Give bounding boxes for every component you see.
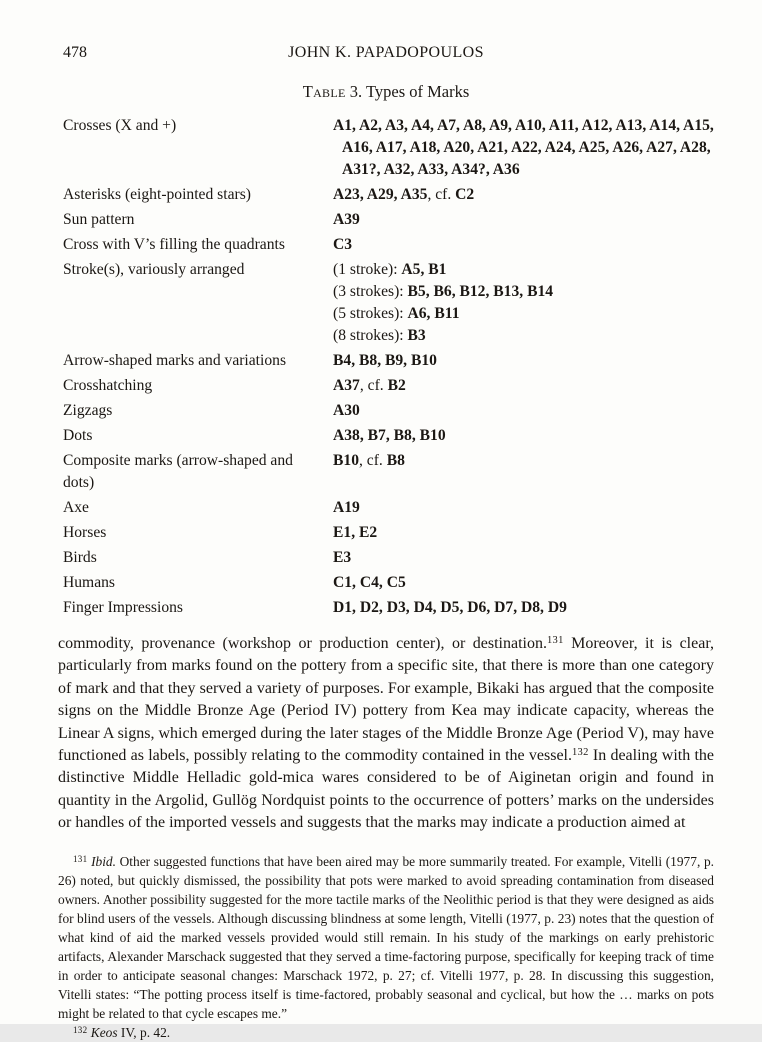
row-value-segment: A30 [333,402,360,419]
row-value-segment: C2 [455,186,475,203]
footnotes [58,852,714,1042]
row-label: Arrow-shaped marks and variations [63,352,287,369]
body-paragraph: commodity, provenance (workshop or production center), or destination.$^{131}$ Moreover, it is clear, particularly from marks found on the pottery from a specific site, that there is more than one category of mark and that they served a variety of purposes. For example, Bikaki has argued that the composite signs on the Middle Bronze Age (Period IV) pottery from Kea may indicate capacity, whereas the Linear A signs, which emerged during the later stages of the Middle Bronze Age (Period V), may have functioned as labels, possibly relating to the commodity contained in the vessel.$^{132}$ In dealing with the distinctive Middle Helladic gold-mica wares considered to be of Aiginetan origin and found in quantity in the Argolid, Gullög Nordquist points to the occurrence of potters’ marks on the undersides or handles of the imported vessels and suggests that the marks may indicate a production aimed at [58,635,715,832]
table-row [63,375,714,397]
footnote-segment: Keos [90,1024,118,1040]
row-label: Crosses (X and +) [63,117,177,134]
row-label: Birds [63,549,97,566]
row-label: Composite marks (arrow-shaped and dots) [63,452,293,491]
table-row [63,209,714,231]
row-label: Humans [63,574,115,591]
row-value-segment: B5, B6, B12, B13, B14 [407,283,554,300]
table-row [63,234,714,256]
page-header [58,44,714,66]
row-value [333,184,714,206]
row-value-segment: A31?, A32, A33, A34?, A36 [342,161,520,178]
footnote-segment: IV, p. 42. [117,1024,171,1040]
table-title-rest: 3. Types of Marks [345,82,470,101]
footnote-number: 131 [73,853,88,864]
footnote-segment: Ibid. [91,853,116,869]
table-row [63,450,714,494]
table-title-label: Table [302,82,346,101]
row-value [333,522,714,544]
row-value-line [333,303,714,325]
row-label: Zigzags [63,402,113,419]
row-value-segment: , cf. [427,186,456,203]
row-label: Crosshatching [63,377,153,394]
row-value-line [333,209,714,231]
footnote-reference: 131 [546,635,564,646]
row-value-line [333,259,714,281]
row-value-line [333,159,714,181]
row-value-line [333,425,714,447]
row-value [333,425,714,447]
row-label: Finger Impressions [63,599,183,616]
row-value-segment: A37 [333,377,360,394]
row-value-segment: (5 strokes): [333,305,408,322]
row-value [333,547,714,569]
row-label: Dots [63,427,93,444]
table-title [58,82,714,102]
row-label: Stroke(s), variously arranged [63,261,245,278]
row-value-segment: A39 [333,211,360,228]
row-value-line [333,137,714,159]
row-value-line [333,350,714,372]
table-row [63,115,714,181]
row-value-line [333,184,714,206]
row-value-segment: A38, B7, B8, B10 [333,427,446,444]
footnote-segment: Other suggested functions that have been aired may be more summarily treated. For example, Vitelli (1977, p. 26) noted, but quickly dismissed, the possibility that pots were marked to avoid spreading contamination from diseased owners. Another possibility suggested for the more tactile marks of the Neolithic period is that they were designed as aids for blind users of the vessels. Although discussing blindness at some length, Vitelli (1977, p. 23) notes that the question of what kind of aid the marked vessels provided would still remain. In his study of the markings on early prehistoric artifacts, Alexander Marschack suggested that they served a time-factoring purpose, specifically for keeping track of time in order to anticipate seasonal changes: Marschack 1972, p. 27; cf. Vitelli 1977, p. 28. In discussing this suggestion, Vitelli states: “The potting process itself is time-factored, probably seasonal and cyclical, but how the … marks on pots might be related to that cycle escapes me.” [58,853,714,1021]
row-value-line [333,597,714,619]
table-row [63,572,714,594]
row-value [333,115,714,181]
table-row [63,425,714,447]
row-value-segment: B2 [387,377,406,394]
row-value [333,400,714,422]
row-value-segment: A23, A29, A35 [333,186,428,203]
row-label: Asterisks (eight-pointed stars) [63,186,251,203]
table-row [63,497,714,519]
row-value-segment: A5, B1 [401,261,447,278]
running-head: JOHN K. PAPADOPOULOS [288,44,484,61]
row-value-line [333,400,714,422]
table-row [63,400,714,422]
table-row [63,547,714,569]
row-value [333,209,714,231]
row-value-line [333,281,714,303]
row-value [333,497,714,519]
footnote-reference: 132 [572,747,589,759]
row-value [333,375,714,397]
row-value [333,597,714,619]
row-value [333,450,714,494]
row-value [333,234,714,256]
page-number: 478 [63,44,87,61]
table-row [63,597,714,619]
row-value-line [333,375,714,397]
row-label: Horses [63,524,107,541]
row-value [333,350,714,372]
row-value-segment: , cf. [359,452,387,469]
row-value-line [333,522,714,544]
row-value-segment: C3 [333,236,353,253]
row-value-segment: (3 strokes): [333,283,408,300]
row-value-segment: C1, C4, C5 [333,574,406,591]
row-value-segment: (1 stroke): [333,261,402,278]
row-label: Sun pattern [63,211,135,228]
row-label: Axe [63,499,89,516]
row-label: Cross with V’s filling the quadrants [63,236,285,253]
marks-table [63,115,714,619]
footnote [58,852,714,1023]
row-value-line [333,497,714,519]
row-value-line [333,450,714,472]
row-value [333,572,714,594]
row-value-line [333,115,714,137]
row-value-segment: B4, B8, B9, B10 [333,352,437,369]
row-value-segment: , cf. [359,377,388,394]
table-row [63,259,714,347]
row-value-line [333,547,714,569]
row-value-segment: B10 [333,452,359,469]
table-row [63,350,714,372]
footnote-number: 132 [73,1024,88,1035]
row-value-segment: B8 [386,452,405,469]
row-value-line [333,234,714,256]
row-value-segment: (8 strokes): [333,327,408,344]
footnote [58,1023,714,1042]
table-row [63,522,714,544]
row-value-line [333,572,714,594]
row-value-segment: A19 [333,499,360,516]
row-value-segment: A1, A2, A3, A4, A7, A8, A9, A10, A11, A12, A13, A14, A15, [333,117,714,134]
table-row [63,184,714,206]
row-value-line [333,325,714,347]
row-value-segment: A6, B11 [407,305,460,322]
row-value-segment: D1, D2, D3, D4, D5, D6, D7, D8, D9 [333,599,567,616]
row-value-segment: A16, A17, A18, A20, A21, A22, A24, A25, A26, A27, A28, [342,139,711,156]
row-value-segment: B3 [407,327,426,344]
row-value-segment: E1, E2 [333,524,378,541]
row-value [333,259,714,347]
row-value-segment: E3 [333,549,352,566]
